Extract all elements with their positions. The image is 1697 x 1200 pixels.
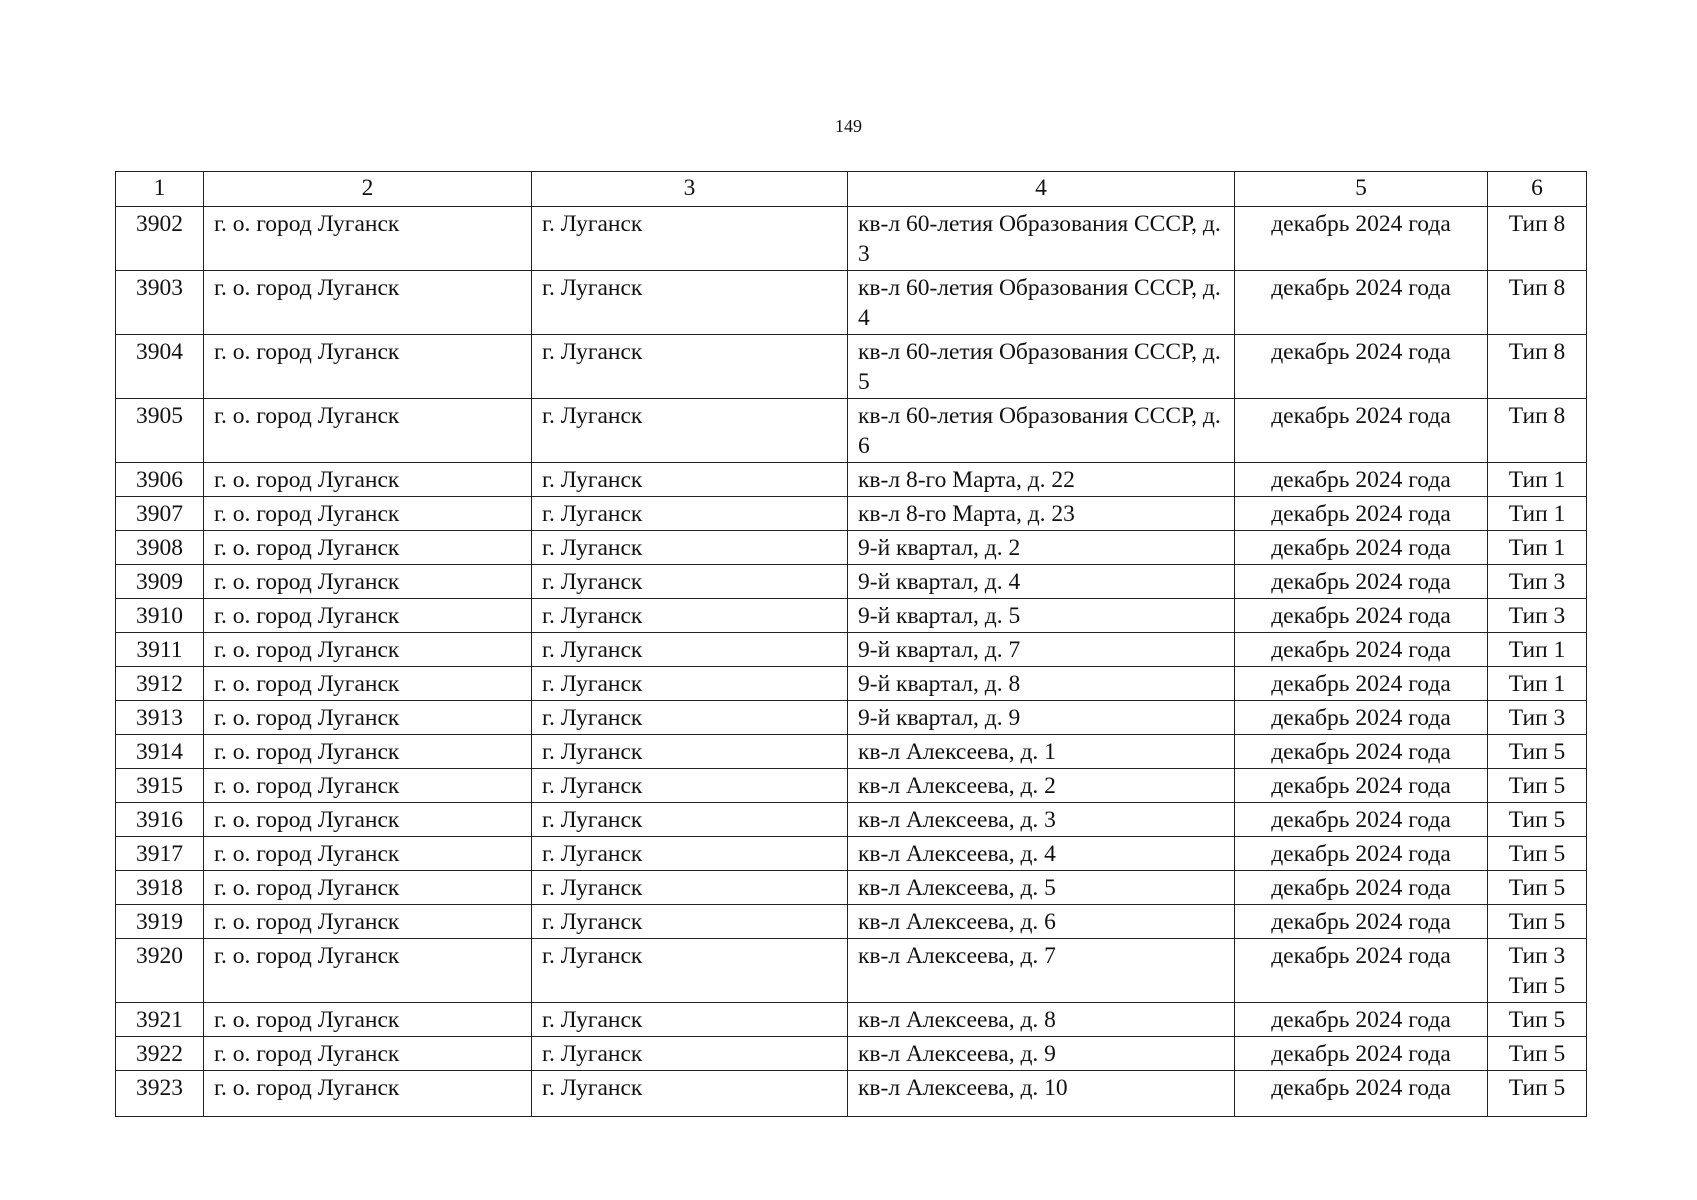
cell-address <box>848 1071 1235 1117</box>
cell-city-text: г. Луганск <box>542 807 643 833</box>
cell-type-text: Тип 8 <box>1508 211 1566 237</box>
table-row <box>116 497 1587 531</box>
cell-number <box>116 207 204 271</box>
cell-period <box>1235 735 1488 769</box>
cell-type-text: Тип 1 <box>1508 535 1566 561</box>
cell-number-text: 3904 <box>136 339 183 365</box>
cell-district <box>204 871 532 905</box>
cell-period <box>1235 837 1488 871</box>
cell-city-text: г. Луганск <box>542 1075 643 1101</box>
cell-address-text: кв-л Алексеева, д. 7 <box>858 943 1056 969</box>
cell-number <box>116 271 204 335</box>
cell-type <box>1488 1003 1587 1037</box>
cell-type <box>1488 1071 1587 1117</box>
cell-type <box>1488 207 1587 271</box>
table-row <box>116 599 1587 633</box>
cell-type <box>1488 1037 1587 1071</box>
table-row <box>116 399 1587 463</box>
column-header-4: 4 <box>848 172 1235 207</box>
cell-district-text: г. о. город Луганск <box>214 909 400 935</box>
cell-type-text: Тип 5 <box>1508 807 1566 833</box>
cell-type <box>1488 335 1587 399</box>
cell-number-text: 3919 <box>136 909 183 935</box>
cell-number <box>116 565 204 599</box>
cell-city-text: г. Луганск <box>542 841 643 867</box>
cell-type-text: Тип 3 <box>1508 705 1566 731</box>
cell-address-text: 9-й квартал, д. 4 <box>858 569 1021 595</box>
cell-district-text: г. о. город Луганск <box>214 671 400 697</box>
cell-type <box>1488 497 1587 531</box>
cell-district <box>204 497 532 531</box>
cell-type-text: Тип 5 <box>1508 875 1566 901</box>
cell-period-text: декабрь 2024 года <box>1271 403 1451 429</box>
cell-city <box>532 399 848 463</box>
cell-period <box>1235 565 1488 599</box>
cell-period <box>1235 599 1488 633</box>
column-header-2: 2 <box>204 172 532 207</box>
cell-number <box>116 667 204 701</box>
cell-city <box>532 1037 848 1071</box>
cell-period <box>1235 207 1488 271</box>
cell-period-text: декабрь 2024 года <box>1271 671 1451 697</box>
cell-period-text: декабрь 2024 года <box>1271 275 1451 301</box>
cell-address <box>848 207 1235 271</box>
cell-city <box>532 497 848 531</box>
table-row <box>116 463 1587 497</box>
table-row <box>116 939 1587 1003</box>
cell-number <box>116 1071 204 1117</box>
cell-district <box>204 599 532 633</box>
cell-address-text: кв-л Алексеева, д. 2 <box>858 773 1056 799</box>
cell-district <box>204 207 532 271</box>
cell-type <box>1488 531 1587 565</box>
cell-city-text: г. Луганск <box>542 875 643 901</box>
cell-district <box>204 531 532 565</box>
cell-period <box>1235 1037 1488 1071</box>
cell-type <box>1488 463 1587 497</box>
cell-number-text: 3916 <box>136 807 183 833</box>
cell-city-text: г. Луганск <box>542 501 643 527</box>
cell-district-text: г. о. город Луганск <box>214 569 400 595</box>
cell-city <box>532 271 848 335</box>
cell-address <box>848 837 1235 871</box>
cell-address-text: кв-л Алексеева, д. 8 <box>858 1007 1056 1033</box>
cell-city-text: г. Луганск <box>542 671 643 697</box>
cell-address-text: кв-л 8-го Марта, д. 22 <box>858 467 1075 493</box>
cell-city <box>532 1003 848 1037</box>
cell-address <box>848 871 1235 905</box>
cell-district <box>204 399 532 463</box>
cell-address-text: кв-л Алексеева, д. 5 <box>858 875 1056 901</box>
cell-district <box>204 463 532 497</box>
cell-address-text: кв-л 60-летия Образования СССР, д. 5 <box>858 339 1221 395</box>
page-number: 149 <box>835 116 862 136</box>
cell-number <box>116 837 204 871</box>
cell-period-text: декабрь 2024 года <box>1271 637 1451 663</box>
cell-district <box>204 565 532 599</box>
cell-city <box>532 633 848 667</box>
cell-address-text: кв-л Алексеева, д. 3 <box>858 807 1056 833</box>
table-row <box>116 803 1587 837</box>
cell-city-text: г. Луганск <box>542 739 643 765</box>
cell-city-text: г. Луганск <box>542 1007 643 1033</box>
cell-number <box>116 599 204 633</box>
cell-number-text: 3902 <box>136 211 183 237</box>
cell-city <box>532 335 848 399</box>
cell-type <box>1488 837 1587 871</box>
cell-type <box>1488 871 1587 905</box>
cell-district <box>204 939 532 1003</box>
cell-address-text: кв-л Алексеева, д. 1 <box>858 739 1056 765</box>
cell-city <box>532 207 848 271</box>
cell-city-text: г. Луганск <box>542 909 643 935</box>
registry-table <box>115 171 1587 1117</box>
cell-number <box>116 939 204 1003</box>
cell-number-text: 3915 <box>136 773 183 799</box>
cell-period <box>1235 1003 1488 1037</box>
cell-number-text: 3921 <box>136 1007 183 1033</box>
cell-address-text: кв-л 60-летия Образования СССР, д. 4 <box>858 275 1221 331</box>
table-row <box>116 207 1587 271</box>
cell-district-text: г. о. город Луганск <box>214 211 400 237</box>
cell-district <box>204 1037 532 1071</box>
cell-number <box>116 871 204 905</box>
cell-address-text: 9-й квартал, д. 8 <box>858 671 1021 697</box>
cell-district-text: г. о. город Луганск <box>214 339 400 365</box>
cell-district-text: г. о. город Луганск <box>214 943 400 969</box>
cell-type-text: Тип 1 <box>1508 501 1566 527</box>
cell-address-text: кв-л 60-летия Образования СССР, д. 6 <box>858 403 1221 459</box>
column-header-1: 1 <box>116 172 204 207</box>
cell-number <box>116 769 204 803</box>
cell-period <box>1235 701 1488 735</box>
cell-number <box>116 701 204 735</box>
cell-address <box>848 271 1235 335</box>
cell-period <box>1235 871 1488 905</box>
cell-district <box>204 837 532 871</box>
cell-number-text: 3920 <box>136 943 183 969</box>
cell-district-text: г. о. город Луганск <box>214 501 400 527</box>
cell-type <box>1488 599 1587 633</box>
cell-city-text: г. Луганск <box>542 211 643 237</box>
cell-period-text: декабрь 2024 года <box>1271 1007 1451 1033</box>
table-row <box>116 1071 1587 1117</box>
cell-type-text: Тип 8 <box>1508 275 1566 301</box>
cell-city-text: г. Луганск <box>542 535 643 561</box>
cell-city-text: г. Луганск <box>542 569 643 595</box>
cell-address-text: кв-л Алексеева, д. 6 <box>858 909 1056 935</box>
cell-address-text: 9-й квартал, д. 7 <box>858 637 1021 663</box>
cell-number <box>116 463 204 497</box>
cell-number-text: 3910 <box>136 603 183 629</box>
cell-city-text: г. Луганск <box>542 467 643 493</box>
table-row <box>116 1037 1587 1071</box>
cell-period-text: декабрь 2024 года <box>1271 339 1451 365</box>
cell-city <box>532 803 848 837</box>
cell-district <box>204 769 532 803</box>
cell-city <box>532 701 848 735</box>
cell-address <box>848 497 1235 531</box>
cell-district-text: г. о. город Луганск <box>214 1075 400 1101</box>
cell-city-text: г. Луганск <box>542 637 643 663</box>
cell-number <box>116 531 204 565</box>
cell-address <box>848 463 1235 497</box>
cell-period-text: декабрь 2024 года <box>1271 841 1451 867</box>
table-row <box>116 837 1587 871</box>
cell-number-text: 3923 <box>136 1075 183 1101</box>
table-row <box>116 871 1587 905</box>
cell-number-text: 3917 <box>136 841 183 867</box>
cell-type <box>1488 399 1587 463</box>
cell-number-text: 3909 <box>136 569 183 595</box>
cell-type-text: Тип 3 <box>1508 943 1566 969</box>
cell-type <box>1488 271 1587 335</box>
cell-type-text: Тип 8 <box>1508 339 1566 365</box>
cell-number-text: 3913 <box>136 705 183 731</box>
table-row <box>116 905 1587 939</box>
cell-type <box>1488 905 1587 939</box>
cell-period-text: декабрь 2024 года <box>1271 909 1451 935</box>
table-row <box>116 633 1587 667</box>
cell-period <box>1235 939 1488 1003</box>
cell-number-text: 3918 <box>136 875 183 901</box>
cell-district-text: г. о. город Луганск <box>214 841 400 867</box>
table-row <box>116 701 1587 735</box>
cell-period-text: декабрь 2024 года <box>1271 705 1451 731</box>
cell-city-text: г. Луганск <box>542 943 643 969</box>
cell-city-text: г. Луганск <box>542 1041 643 1067</box>
cell-address-text: 9-й квартал, д. 2 <box>858 535 1021 561</box>
cell-number <box>116 335 204 399</box>
cell-city <box>532 1071 848 1117</box>
cell-number <box>116 1037 204 1071</box>
cell-city <box>532 905 848 939</box>
cell-period <box>1235 497 1488 531</box>
cell-city <box>532 667 848 701</box>
cell-period-text: декабрь 2024 года <box>1271 1041 1451 1067</box>
cell-number <box>116 497 204 531</box>
cell-address-text: 9-й квартал, д. 5 <box>858 603 1021 629</box>
cell-district <box>204 1071 532 1117</box>
cell-district-text: г. о. город Луганск <box>214 403 400 429</box>
cell-type-text: Тип 5 <box>1508 1007 1566 1033</box>
cell-period-text: декабрь 2024 года <box>1271 1075 1451 1101</box>
cell-number-text: 3903 <box>136 275 183 301</box>
cell-district-text: г. о. город Луганск <box>214 637 400 663</box>
cell-address <box>848 1037 1235 1071</box>
table-row <box>116 667 1587 701</box>
cell-district <box>204 701 532 735</box>
cell-type-text: Тип 5 <box>1508 739 1566 765</box>
cell-address <box>848 399 1235 463</box>
cell-city-text: г. Луганск <box>542 339 643 365</box>
cell-number <box>116 633 204 667</box>
cell-type-text: Тип 5 <box>1508 1075 1566 1101</box>
table-body <box>116 207 1587 1117</box>
cell-district <box>204 667 532 701</box>
cell-address-text: 9-й квартал, д. 9 <box>858 705 1021 731</box>
table-row <box>116 735 1587 769</box>
cell-city <box>532 531 848 565</box>
cell-district-text: г. о. город Луганск <box>214 467 400 493</box>
cell-district-text: г. о. город Луганск <box>214 773 400 799</box>
cell-address <box>848 531 1235 565</box>
cell-type-text: Тип 5 <box>1508 841 1566 867</box>
cell-city-text: г. Луганск <box>542 275 643 301</box>
cell-period <box>1235 633 1488 667</box>
cell-city <box>532 599 848 633</box>
cell-type-text: Тип 5 <box>1508 909 1566 935</box>
cell-district <box>204 271 532 335</box>
cell-address-text: кв-л Алексеева, д. 4 <box>858 841 1056 867</box>
cell-period-text: декабрь 2024 года <box>1271 943 1451 969</box>
cell-city-text: г. Луганск <box>542 403 643 429</box>
cell-type <box>1488 769 1587 803</box>
cell-address <box>848 1003 1235 1037</box>
cell-type <box>1488 701 1587 735</box>
cell-district <box>204 1003 532 1037</box>
cell-period-text: декабрь 2024 года <box>1271 501 1451 527</box>
cell-number <box>116 905 204 939</box>
cell-period <box>1235 1071 1488 1117</box>
column-header-6: 6 <box>1488 172 1587 207</box>
cell-district-text: г. о. город Луганск <box>214 275 400 301</box>
cell-type-text: Тип 1 <box>1508 671 1566 697</box>
cell-address-text: кв-л Алексеева, д. 10 <box>858 1075 1068 1101</box>
cell-type-text: Тип 3 <box>1508 569 1566 595</box>
cell-period <box>1235 531 1488 565</box>
cell-type <box>1488 803 1587 837</box>
cell-number-text: 3914 <box>136 739 183 765</box>
cell-type <box>1488 633 1587 667</box>
cell-period-text: декабрь 2024 года <box>1271 535 1451 561</box>
table-row <box>116 531 1587 565</box>
cell-period <box>1235 667 1488 701</box>
cell-city <box>532 463 848 497</box>
cell-city-text: г. Луганск <box>542 603 643 629</box>
cell-type-text: Тип 5 <box>1508 1041 1566 1067</box>
cell-district-text: г. о. город Луганск <box>214 1007 400 1033</box>
cell-period-text: декабрь 2024 года <box>1271 807 1451 833</box>
cell-number <box>116 803 204 837</box>
column-header-5: 5 <box>1235 172 1488 207</box>
header-row <box>116 172 1587 207</box>
cell-city <box>532 735 848 769</box>
cell-district-text: г. о. город Луганск <box>214 739 400 765</box>
cell-period-text: декабрь 2024 года <box>1271 569 1451 595</box>
cell-type-text: Тип 8 <box>1508 403 1566 429</box>
cell-period-text: декабрь 2024 года <box>1271 467 1451 493</box>
cell-district-text: г. о. город Луганск <box>214 535 400 561</box>
cell-period <box>1235 905 1488 939</box>
table-row <box>116 335 1587 399</box>
cell-number-text: 3907 <box>136 501 183 527</box>
cell-city-text: г. Луганск <box>542 773 643 799</box>
cell-district <box>204 335 532 399</box>
cell-period <box>1235 769 1488 803</box>
cell-city <box>532 769 848 803</box>
cell-city <box>532 939 848 1003</box>
cell-address <box>848 939 1235 1003</box>
cell-address <box>848 905 1235 939</box>
cell-address-text: кв-л Алексеева, д. 9 <box>858 1041 1056 1067</box>
cell-period <box>1235 335 1488 399</box>
cell-address <box>848 565 1235 599</box>
cell-address <box>848 701 1235 735</box>
cell-period <box>1235 399 1488 463</box>
cell-city-text: г. Луганск <box>542 705 643 731</box>
cell-address <box>848 335 1235 399</box>
cell-district <box>204 905 532 939</box>
cell-period <box>1235 271 1488 335</box>
column-header-3: 3 <box>532 172 848 207</box>
table-row <box>116 271 1587 335</box>
cell-type <box>1488 939 1587 1003</box>
cell-number-text: 3908 <box>136 535 183 561</box>
cell-number-text: 3905 <box>136 403 183 429</box>
cell-number-text: 3911 <box>136 637 183 663</box>
cell-district <box>204 735 532 769</box>
cell-period-text: декабрь 2024 года <box>1271 603 1451 629</box>
cell-district-text: г. о. город Луганск <box>214 705 400 731</box>
table-row <box>116 769 1587 803</box>
cell-period-text: декабрь 2024 года <box>1271 739 1451 765</box>
cell-number-text: 3922 <box>136 1041 183 1067</box>
cell-type-extra-text: Тип 5 <box>1508 973 1566 999</box>
cell-city <box>532 565 848 599</box>
cell-address <box>848 735 1235 769</box>
cell-district-text: г. о. город Луганск <box>214 807 400 833</box>
cell-district-text: г. о. город Луганск <box>214 603 400 629</box>
cell-district-text: г. о. город Луганск <box>214 1041 400 1067</box>
cell-district-text: г. о. город Луганск <box>214 875 400 901</box>
cell-period-text: декабрь 2024 года <box>1271 773 1451 799</box>
cell-address <box>848 633 1235 667</box>
cell-number-text: 3906 <box>136 467 183 493</box>
cell-address <box>848 769 1235 803</box>
cell-type <box>1488 667 1587 701</box>
cell-type-text: Тип 5 <box>1508 773 1566 799</box>
cell-number-text: 3912 <box>136 671 183 697</box>
cell-address <box>848 599 1235 633</box>
cell-city <box>532 837 848 871</box>
cell-address <box>848 667 1235 701</box>
cell-period <box>1235 803 1488 837</box>
cell-address-text: кв-л 60-летия Образования СССР, д. 3 <box>858 211 1221 267</box>
cell-city <box>532 871 848 905</box>
cell-type <box>1488 565 1587 599</box>
cell-period-text: декабрь 2024 года <box>1271 875 1451 901</box>
cell-number <box>116 399 204 463</box>
cell-type-text: Тип 1 <box>1508 467 1566 493</box>
table-row <box>116 1003 1587 1037</box>
cell-number <box>116 735 204 769</box>
cell-district <box>204 803 532 837</box>
cell-number <box>116 1003 204 1037</box>
cell-period <box>1235 463 1488 497</box>
cell-district <box>204 633 532 667</box>
table-row <box>116 565 1587 599</box>
cell-address <box>848 803 1235 837</box>
cell-period-text: декабрь 2024 года <box>1271 211 1451 237</box>
cell-type <box>1488 735 1587 769</box>
cell-type-text: Тип 3 <box>1508 603 1566 629</box>
cell-address-text: кв-л 8-го Марта, д. 23 <box>858 501 1075 527</box>
cell-type-text: Тип 1 <box>1508 637 1566 663</box>
